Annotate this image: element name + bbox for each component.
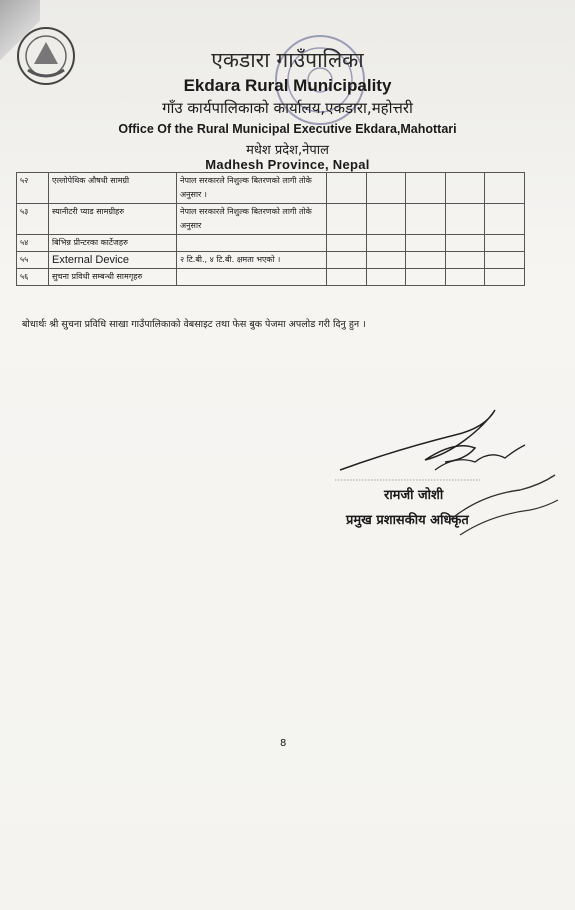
empty-cell	[366, 252, 406, 269]
empty-cell	[406, 269, 446, 286]
empty-cell	[445, 235, 485, 252]
row-item: सुचना प्रविधी सम्बन्धी सामगृहरु	[49, 269, 177, 286]
row-number: ५२	[17, 173, 49, 204]
empty-cell	[406, 173, 446, 204]
items-table	[16, 172, 525, 286]
row-number: ५५	[17, 252, 49, 269]
empty-cell	[485, 252, 525, 269]
row-item: एल्लोपेथिक औषधी सामग्री	[49, 173, 177, 204]
row-item: स्यानीटरी प्याड सामग्रीहरु	[49, 204, 177, 235]
header-title-english: Ekdara Rural Municipality	[183, 76, 392, 95]
cc-note: बोधार्थः श्री सुचना प्रविधि साखा गाउँपालिकाको वेबसाइट तथा फेस बुक पेजमा अपलोड गरी दिनु हुन ।	[22, 319, 366, 330]
empty-cell	[327, 252, 367, 269]
empty-cell	[366, 204, 406, 235]
row-number: ५६	[17, 269, 49, 286]
table-row	[17, 269, 525, 286]
header-province-english: Madhesh Province, Nepal	[205, 157, 370, 172]
empty-cell	[406, 252, 446, 269]
empty-cell	[445, 204, 485, 235]
table-row	[17, 235, 525, 252]
table-row	[17, 204, 525, 235]
empty-cell	[327, 173, 367, 204]
empty-cell	[485, 235, 525, 252]
empty-cell	[366, 173, 406, 204]
row-description	[177, 235, 327, 252]
empty-cell	[366, 269, 406, 286]
header-province-nepali: मधेश प्रदेश,नेपाल	[246, 143, 329, 158]
empty-cell	[406, 204, 446, 235]
empty-cell	[485, 204, 525, 235]
empty-cell	[445, 269, 485, 286]
empty-cell	[366, 235, 406, 252]
header-office-english: Office Of the Rural Municipal Executive Ekdara,Mahottari	[118, 122, 457, 136]
row-description: २ टि.बी., ४ टि.बी. क्षमता भएको ।	[177, 252, 327, 269]
header-office-nepali: गाँउ कार्यपालिकाको कार्यालय,एकडारा,महोत्तरी	[162, 99, 413, 117]
page-number: 8	[280, 738, 287, 749]
empty-cell	[485, 269, 525, 286]
empty-cell	[485, 173, 525, 204]
empty-cell	[406, 235, 446, 252]
empty-cell	[327, 235, 367, 252]
row-item: External Device	[49, 252, 177, 269]
table-row	[17, 252, 525, 269]
header-title-nepali: एकडारा गाउँपालिका	[211, 48, 364, 72]
row-item: बिभिन्न प्रीन्टरका कार्टेजहरु	[49, 235, 177, 252]
row-description	[177, 269, 327, 286]
table-row	[17, 173, 525, 204]
empty-cell	[445, 252, 485, 269]
row-number: ५३	[17, 204, 49, 235]
row-description: नेपाल सरकारले निशुल्क बितरणको लागी तोके अनुसार ।	[177, 173, 327, 204]
row-description: नेपाल सरकारले निशुल्क बितरणको लागी तोके अनुसार	[177, 204, 327, 235]
empty-cell	[327, 269, 367, 286]
signature-stamp	[440, 465, 560, 545]
empty-cell	[445, 173, 485, 204]
empty-cell	[327, 204, 367, 235]
row-number: ५४	[17, 235, 49, 252]
signatory-title: प्रमुख प्रशासकीय अधिकृत	[346, 513, 469, 528]
signatory-name: रामजी जोशी	[384, 488, 444, 503]
